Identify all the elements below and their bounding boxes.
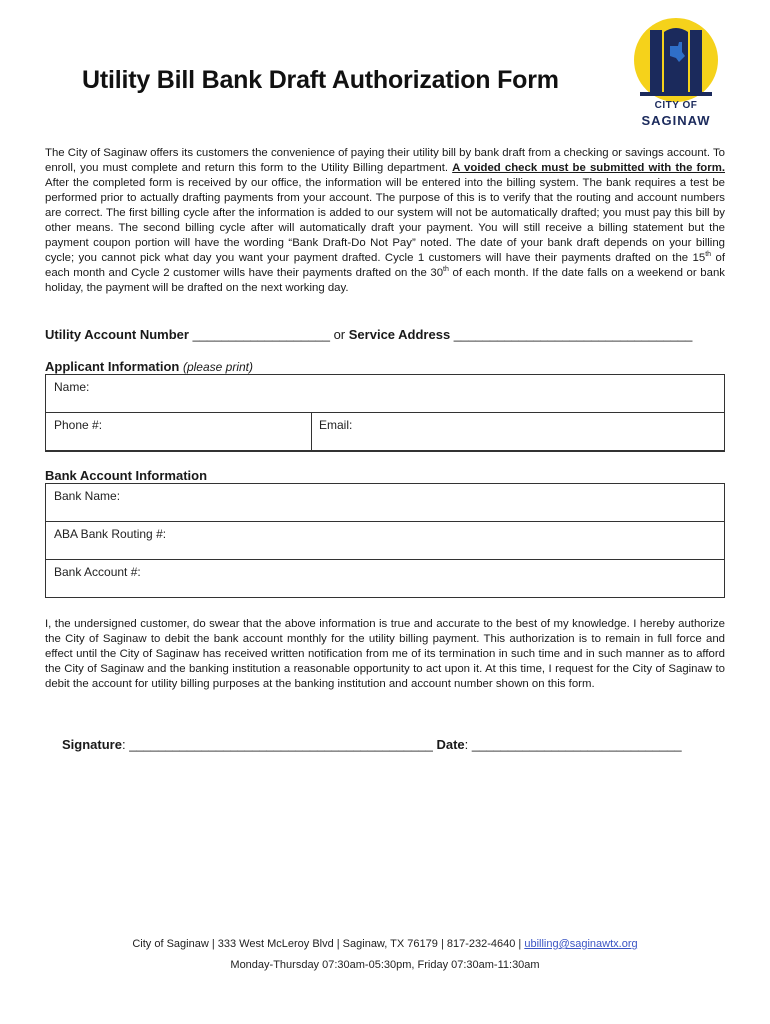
intro-text-4: of each month. If the date falls on a weekend or bank holiday, the payment will be drafted on the next working day. (45, 267, 725, 294)
field-divider (311, 413, 312, 451)
applicant-heading-text: Applicant Information (45, 359, 180, 374)
bank-account-number-label: Bank Account #: (54, 565, 141, 579)
signature-field[interactable]: : __________________________________________ (121, 737, 437, 752)
footer-hours: Monday-Thursday 07:30am-05:30pm, Friday 07:30am-11:30am (230, 959, 540, 971)
please-print-note: (please print) (182, 360, 253, 374)
bank-account-information-box (45, 483, 725, 598)
intro-text-3: of each month and Cycle 2 customer wills have their payments drafted on the 30 (45, 252, 725, 279)
applicant-information-box (45, 374, 725, 452)
utility-account-number-field[interactable]: ___________________ (188, 327, 330, 342)
signature-line (62, 737, 732, 752)
service-address-label: Service Address (348, 327, 451, 342)
date-label: Date (436, 737, 465, 752)
phone-email-row (46, 413, 724, 451)
superscript-th: th (705, 251, 712, 259)
bank-name-field[interactable] (46, 484, 724, 522)
footer-address (0, 938, 770, 950)
account-number-line (45, 327, 735, 342)
signature-label: Signature (62, 737, 122, 752)
superscript-th: th (443, 266, 449, 274)
authorization-declaration: I, the undersigned customer, do swear that the above information is true and accurate to the best of my knowledge. I hereby authorize the City of Saginaw to debit the bank account monthly for the utility billing payment. This authorization is to remain in full force and effect until the City of Saginaw has received written notification from me of its termination in such time and in such manner as to afford the City of Saginaw and the banking institution a reasonable opportunity to act upon it. At this time, I request for the City of Saginaw to debit the account for utility billing purposes at the banking institution and account number shown on this form. (45, 618, 725, 690)
email-label[interactable]: Email: (319, 418, 353, 432)
phone-label[interactable]: Phone #: (54, 418, 103, 432)
logo-text-city-of: CITY OF (654, 100, 698, 111)
service-address-field[interactable]: _________________________________ (450, 327, 693, 342)
voided-check-notice: A voided check must be submitted with the form. (452, 162, 725, 174)
intro-text-1: The City of Saginaw offers its customers the convenience of paying their utility bill by bank draft from a checking or savings account. To enroll, you must complete and return this form to the Utility Billing department. (45, 147, 725, 174)
utility-account-number-label: Utility Account Number (45, 327, 189, 342)
intro-text-2: After the completed form is received by our office, the information will be entered into the billing system. The bank requires a test be performed prior to actually drafting payments from your account. The purpose of this is to verify that the routing and account numbers are correct. The first billing cycle after the information is added to our system will not be automatically drafted; you must pay this bill by other means. The second billing cycle after will automatically draft your payment. You will still receive a billing statement but the payment coupon portion will have the wording “Bank Draft-Do Not Pay” noted. The date of your bank draft depends on your billing cycle; you cannot pick what day you want your payment drafted. Cycle 1 customers will have their payments drafted on the 15 (45, 177, 725, 264)
page-title: Utility Bill Bank Draft Authorization Form (82, 66, 559, 94)
bank-name-label: Bank Name: (54, 489, 121, 503)
bank-account-information-heading: Bank Account Information (45, 468, 208, 483)
footer-email-link[interactable]: ubilling@saginawtx.org (524, 938, 638, 950)
name-field[interactable] (46, 375, 724, 413)
bank-account-number-field[interactable] (46, 560, 724, 597)
date-field[interactable]: : _____________________________ (464, 737, 682, 752)
routing-number-field[interactable] (46, 522, 724, 560)
logo-text-saginaw: SAGINAW (641, 113, 711, 128)
footer-address-text: City of Saginaw | 333 West McLeroy Blvd | Saginaw, TX 76179 | 817-232-4640 | (132, 938, 525, 950)
or-text: or (329, 327, 349, 342)
routing-number-label: ABA Bank Routing #: (54, 527, 167, 541)
name-label: Name: (54, 380, 90, 394)
intro-paragraph (45, 146, 725, 296)
applicant-information-heading (45, 359, 253, 374)
